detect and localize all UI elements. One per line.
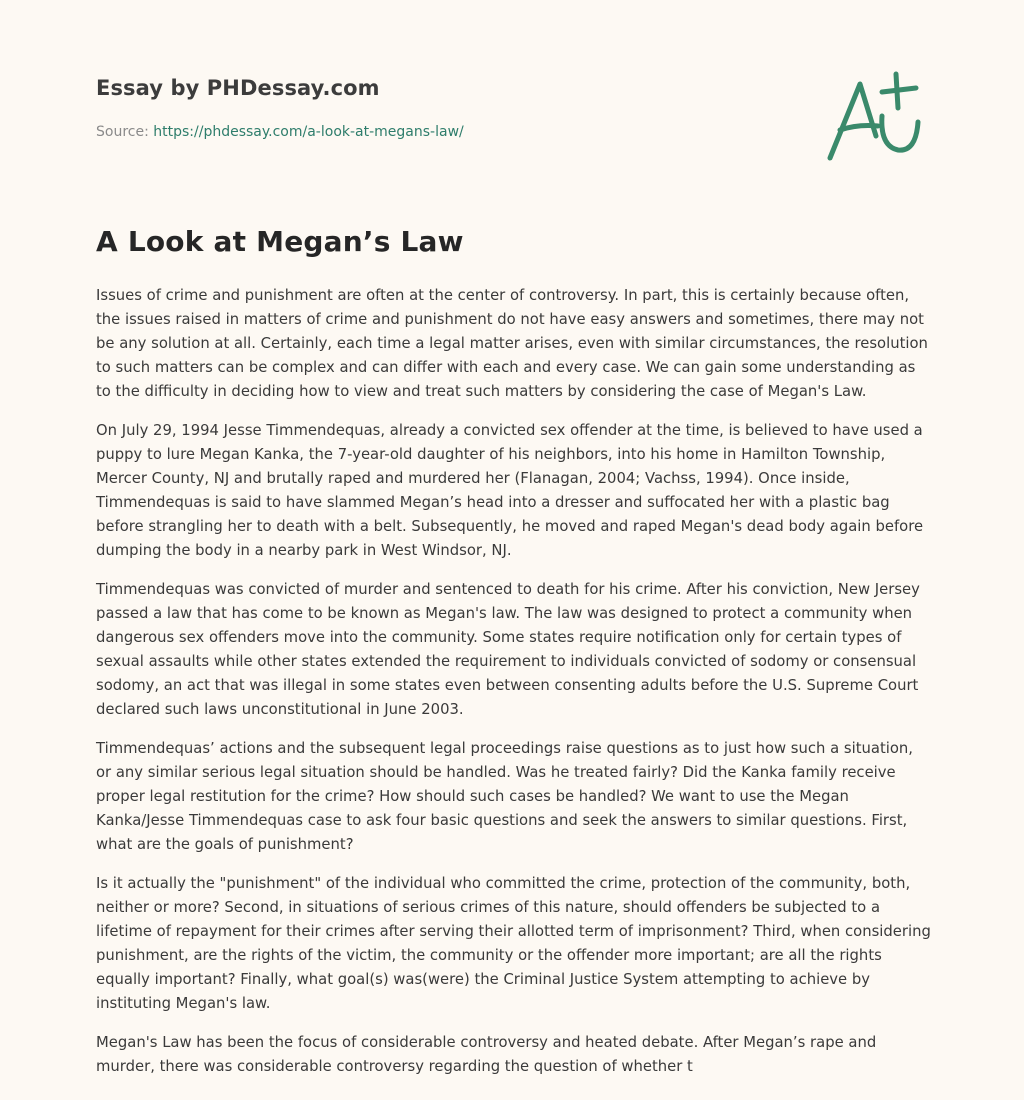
source-line: [96, 124, 464, 140]
essay-paragraph: Megan's Law has been the focus of considerable controversy and heated debate. After Megan’s rape and murder, there was considerable controversy regarding the question of whether t: [96, 1034, 877, 1075]
essay-paragraph: Is it actually the "punishment" of the individual who committed the crime, protection of the community, both, neither or more? Second, in situations of serious crimes of this nature, should offenders be subjected to a lifetime of repayment for their crimes after serving their allotted term of imprisonment? Third, when considering punishment, are the rights of the victim, the community or the offender more important; are all the rights equally important? Finally, what goal(s) was(were) the Criminal Justice System attempting to achieve by instituting Megan's law.: [96, 875, 931, 1012]
essay-title: A Look at Megan’s Law: [96, 225, 464, 258]
essay-paragraph: Timmendequas’ actions and the subsequent legal proceedings raise questions as to just how such a situation, or any similar serious legal situation should be handled. Was he treated fairly? Did the Kanka family receive proper legal restitution for the crime? How should such cases be handled? We want to use the Megan Kanka/Jesse Timmendequas case to ask four basic questions and seek the answers to similar questions. First, what are the goals of punishment?: [96, 740, 914, 853]
a-plus-logo-icon: [820, 66, 930, 166]
essay-paragraph: Timmendequas was convicted of murder and sentenced to death for his crime. After his conviction, New Jersey passed a law that has come to be known as Megan's law. The law was designed to protect a community when dangerous sex offenders move into the community. Some states require notification only for certain types of sexual assaults while other states extended the requirement to individuals convicted of sodomy or consensual sodomy, an act that was illegal in some states even between consenting adults before the U.S. Supreme Court declared such laws unconstitutional in June 2003.: [96, 581, 920, 718]
site-brand: Essay by PHDessay.com: [96, 76, 380, 100]
essay-paragraph: On July 29, 1994 Jesse Timmendequas, already a convicted sex offender at the time, is believed to have used a puppy to lure Megan Kanka, the 7-year-old daughter of his neighbors, into his home in Hamilton Township, Mercer County, NJ and brutally raped and murdered her (Flanagan, 2004; Vachss, 1994). Once inside, Timmendequas is said to have slammed Megan’s head into a dresser and suffocated her with a plastic bag before strangling her to death with a belt. Subsequently, he moved and raped Megan's dead body again before dumping the body in a nearby park in West Windsor, NJ.: [96, 422, 924, 559]
source-link[interactable]: https://phdessay.com/a-look-at-megans-law/: [153, 124, 464, 140]
source-label: Source:: [96, 124, 149, 140]
essay-paragraph: Issues of crime and punishment are often at the center of controversy. In part, this is certainly because often, the issues raised in matters of crime and punishment do not have easy answers and sometimes, there may not be any solution at all. Certainly, each time a legal matter arises, even with similar circumstances, the resolution to such matters can be complex and can differ with each and every case. We can gain some understanding as to the difficulty in deciding how to view and treat such matters by considering the case of Megan's Law.: [96, 287, 928, 400]
essay-body: [96, 284, 932, 1094]
